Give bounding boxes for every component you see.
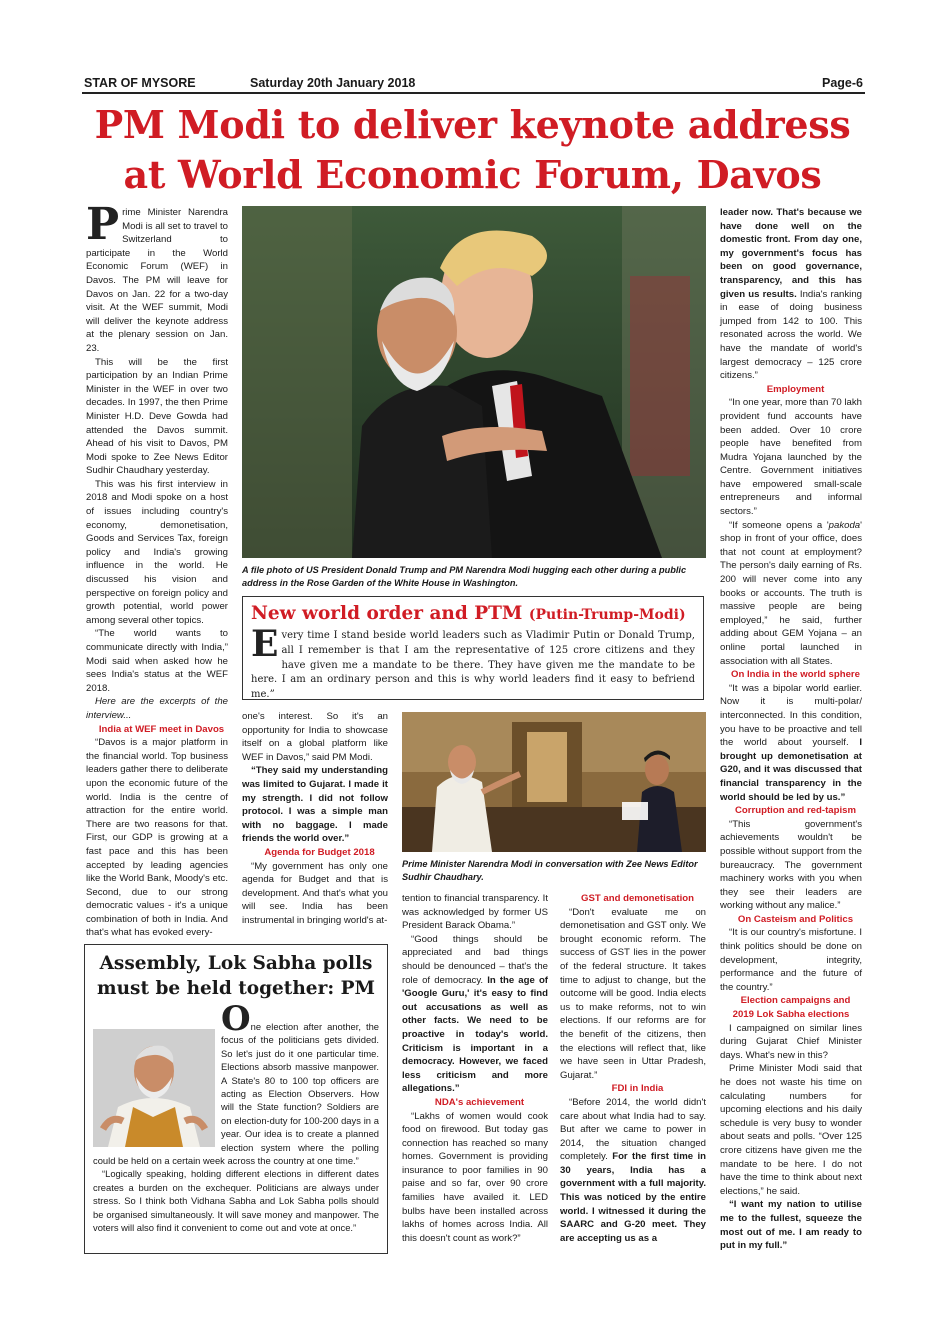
- paragraph: one's interest. So it's an opportunity for India to showcase itself on a global platform like WEF in Davos,” said PM Modi.: [242, 711, 388, 763]
- paragraph: [720, 206, 862, 383]
- issue-date: Saturday 20th January 2018: [250, 76, 416, 90]
- dropcap: E: [251, 623, 279, 665]
- paragraph: “I want my nation to utilise me to the fullest, squeeze the most out of me. I am ready to put in my full.”: [720, 1199, 862, 1252]
- subheading: GST and demonetisation: [580, 893, 694, 904]
- photo-illustration: [402, 712, 706, 852]
- main-headline: [70, 100, 875, 200]
- paragraph: “Lakhs of women would cook food on firewood. But today gas connection has reached so many homes. Government is providing insurance to poor families in 90 paise and so far, over 90 crore families have availed it. LED bulbs have been installed across lakhs of homes across India. All this doesn't count as work?”: [402, 1110, 548, 1244]
- photo-interview: [402, 712, 706, 852]
- text-run: “If someone opens a ': [729, 519, 829, 531]
- assembly-box: [84, 944, 388, 1254]
- article-column-2: [242, 710, 388, 928]
- paragraph: “My government has only one agenda for Budget and that is development. And that's what you will see. India has been instrumental in bringing world's at-: [242, 860, 388, 926]
- paragraph: This was his first interview in 2018 and Modi spoke on a host of issues including country's economy, demonetisation, Goods and Services Tax, foreign policy and India's growing influence in the world. He discussed his vision and perspective on foreign policy and growth potential, world power among several other topics.: [86, 478, 228, 626]
- text-run-bold: For the first time in 30 years, India has a government with a full majority. This was noticed by the entire world. I witnessed it during the SAARC and G-20 meet. They are accepting us as a: [560, 1151, 706, 1244]
- assembly-title-line-2: must be held together: PM: [97, 978, 375, 999]
- photo-caption: Prime Minister Narendra Modi in conversation with Zee News Editor Sudhir Chaudhary.: [402, 859, 698, 882]
- text-run-italic: pakoda: [828, 519, 861, 531]
- paragraph: tention to financial transparency. It was acknowledged by former US President Barack Obama.”: [402, 893, 548, 932]
- assembly-title: [93, 951, 379, 1001]
- article-column-5: [720, 206, 862, 1253]
- ptm-text: [251, 623, 695, 703]
- text-run: ' shop in front of your office, does that not count at employment? The person's daily earning of Rs. 200 will never come into any books or accounts. The truth is massive people are being employed,” he said, further adding about GEM Yojana – an online portal launched in association with all States.: [720, 519, 862, 667]
- subheading: On India in the world sphere: [731, 669, 860, 681]
- paragraph: “This government's achievements wouldn't be possible without support from the bureaucracy. The government machinery works with you when they see their leaders are working without any malice.”: [720, 818, 862, 912]
- paragraph: [720, 519, 862, 669]
- paragraph: ne election after another, the focus of the politicians gets divided. So let's just do it one particular time. Elections absorb massive manpower. A State's 80 to 100 top officers are acting as Election Observers. How will the State function? Soldiers are on election-duty for 100-200 days in a year. Our idea is to create a planned election system where the polling could be held on a certain week across the country at one time.”: [93, 1021, 379, 1167]
- article-column-4: [560, 892, 706, 1245]
- ptm-box: [242, 596, 704, 700]
- text-run: “It was a bipolar world earlier. Now it is multi-polar/ interconnected. In this condition, you have to be proactive and tell the world about yourself.: [720, 682, 862, 749]
- ptm-title-paren: (Putin-Trump-Modi): [528, 607, 686, 623]
- subheading: Agenda for Budget 2018: [264, 846, 375, 858]
- paragraph: “It is our country's misfortune. I think politics should be done on development, integrity, performance and the future of the country.”: [720, 927, 862, 993]
- paragraph: [402, 933, 548, 1096]
- paragraph: I campaigned on similar lines during Gujarat Chief Minister days. What's new in this?: [720, 1022, 862, 1061]
- subheading: India at WEF meet in Davos: [98, 723, 225, 735]
- paragraph: “In one year, more than 70 lakh provident fund accounts have been added. Over 10 crore people have benefited from Mudra Yojana launched by the Centre. Government initiatives have empowered small-scale entrepreneurs and informal sectors.”: [720, 397, 862, 518]
- photo-illustration: [93, 1029, 215, 1147]
- headline-line-1: PM Modi to deliver keynote address: [94, 102, 851, 147]
- article-column-1: [86, 199, 228, 940]
- masthead-title: STAR OF MYSORE: [84, 76, 196, 90]
- dropcap: O: [221, 999, 251, 1039]
- paragraph: [720, 682, 862, 804]
- subheading: Employment: [766, 383, 825, 395]
- photo-illustration: [242, 206, 706, 558]
- photo-modi-portrait: [93, 1029, 215, 1147]
- paragraph: Prime Minister Modi said that he does not waste his time on calculating numbers for upcoming elections and his daily schedule is very busy to wonder about seats and polls. “Over 125 crore citizens have given me the mandate to be here. I do not have the time to think about next elections,” he said.: [720, 1063, 862, 1197]
- text-run-bold: I brought up demonetisation at G20, and it was discussed that financial transparency in the world should be led by us.”: [720, 737, 862, 803]
- text-run: “Good things should be appreciated and bad things should be denounced – that's the role of democracy.: [402, 933, 548, 986]
- subheading: Election campaigns and 2019 Lok Sabha elections: [732, 995, 851, 1021]
- article-column-3: [402, 892, 548, 1245]
- paragraph: This will be the first participation by an Indian Prime Minister in the WEF in over two decades. In 1997, the then Prime Minister H.D. Deve Gowda had attended the Davos summit. Ahead of his visit to Davos, PM Modi spoke to Zee News Editor Sudhir Chaudhary yesterday.: [86, 356, 228, 477]
- subheading: NDA's achievement: [434, 1096, 525, 1108]
- photo-modi-trump-hug: [242, 206, 706, 558]
- paragraph: “Logically speaking, holding different elections in different dates creates a burden on the exchequer. Politicians are always under stress. So I think both Vidhana Sabha and Lok Sabha polls should be organised simultaneously. It will save money and manpower. The voters will also find it convenient to come out and vote at once.”: [93, 1168, 379, 1234]
- page-number: Page-6: [822, 76, 863, 90]
- header-rule: [82, 92, 865, 94]
- paragraph: rime Minister Narendra Modi is all set to travel to Switzerland to participate in the World Economic Forum (WEF) in Davos. The PM will leave for Davos on Jan. 22 for a two-day visit. At the WEF summit, Modi will deliver the keynote address at the plenary session on Jan. 23.: [86, 207, 228, 354]
- text-run: India's ranking in ease of doing business jumped from 142 to 100. This resonated across the world. We have the mandate of world's largest democracy – 125 crore citizens.”: [720, 288, 862, 382]
- subheading: On Casteism and Politics: [737, 913, 854, 925]
- text-run-bold: In the age of 'Google Guru,' it's easy to find out accusations as well as other facts. We need to be proactive in today's world. Criticism is important in a democracy. However, we faced less criticism and more allegations.”: [402, 974, 548, 1095]
- ptm-title-main: New world order and PTM: [251, 603, 523, 624]
- paragraph: “The world wants to communicate directly with India,” Modi said when asked how he sees India's status at the WEF 2018.: [86, 628, 228, 694]
- text-run: “Before 2014, the world didn't care about what India had to say. But after we came to power in 2014, the situation changed completely.: [560, 1096, 706, 1163]
- assembly-title-line-1: Assembly, Lok Sabha polls: [99, 953, 373, 974]
- paragraph: [560, 1096, 706, 1246]
- paragraph: very time I stand beside world leaders such as Vladimir Putin or Donald Trump, all I remember is that I am the representative of 125 crore citizens and they have given me a mandate to be there. They have given me the mandate to be here. I am an ordinary person and this is why world leaders find it easy to befriend me.”: [251, 630, 695, 701]
- dropcap: P: [86, 199, 120, 250]
- headline-line-2: at World Economic Forum, Davos: [123, 152, 822, 197]
- ptm-title: [251, 603, 695, 626]
- photo-caption: A file photo of US President Donald Trump and PM Narendra Modi hugging each other during a public address in the Rose Garden of the White House in Washington.: [242, 565, 687, 588]
- text-run-bold: leader now. That's because we have done well on the domestic front. From day one, my government's focus has been on good governance, transparency, and this has given us results.: [720, 207, 862, 300]
- paragraph: “Davos is a major platform in the financial world. Top business leaders gather there to deliberate upon the economic future of the world. India is the centre of attraction for the entire world. There are two reasons for that. First, our GDP is growing at a fast pace and this has been accepted by leading agencies like the World Bank, Moody's etc. Second, due to our strong democratic values - it's a unique combination of both in India. And that's what has evoked every-: [86, 737, 228, 939]
- paragraph: “Don't evaluate me on demonetisation and GST only. We brought economic reform. The success of GST lies in the power of the federal structure. It takes time to adjust to change, but the outcome will be good. India elects us to make reforms, not to win elections. If our reforms are for the benefit of the citizens, then the elections will reflect that, like we have seen in Uttar Pradesh, Gujarat.”: [560, 906, 706, 1081]
- subheading: FDI in India: [611, 1083, 664, 1095]
- paragraph: Here are the excerpts of the interview...: [86, 696, 228, 721]
- paragraph: “They said my understanding was limited to Gujarat. I made it my strength. I did not follow protocol. I was a simple man with no baggage. I made friends the world over.”: [242, 765, 388, 845]
- assembly-text: [93, 999, 379, 1235]
- subheading: Corruption and red-tapism: [735, 805, 856, 817]
